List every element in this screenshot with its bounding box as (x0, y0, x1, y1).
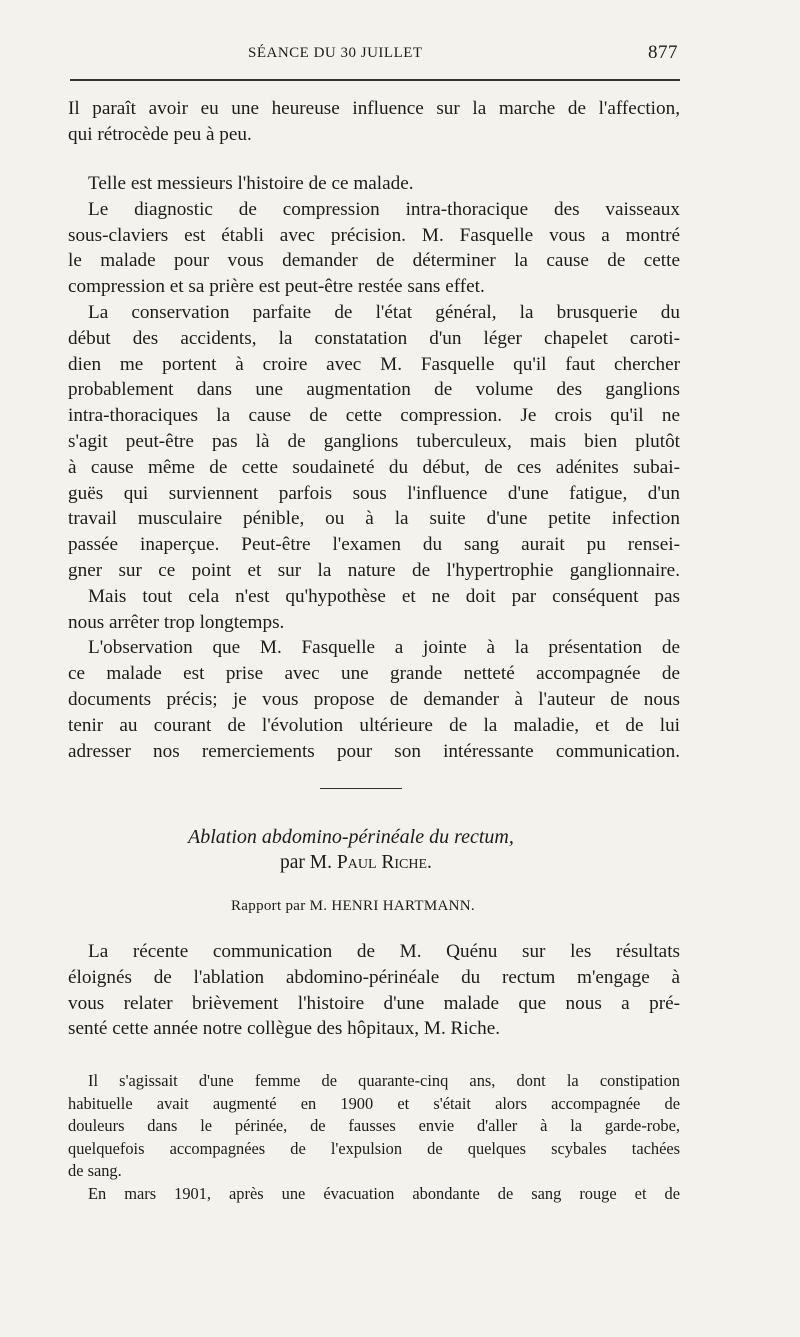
author-name: Paul Riche. (336, 852, 432, 873)
header-title: SÉANCE DU 30 JUILLET (248, 45, 423, 61)
text-line: senté cette année notre collègue des hôpitaux, M. Riche. (68, 1018, 501, 1040)
text-line: Le diagnostic de compression intra-thoracique des vaisseaux (88, 198, 680, 220)
text-line: sous-claviers est établi avec précision. M. Fasquelle vous a montré (68, 224, 680, 246)
text-line: guës qui surviennent parfois sous l'influence d'une fatigue, d'un (68, 482, 680, 504)
text-line: dien me portent à croire avec M. Fasquelle qu'il faut chercher (68, 353, 680, 375)
paragraph-report-intro (68, 939, 680, 1042)
text-line: probablement dans une augmentation de volume des ganglions (68, 379, 680, 401)
text-line: habituelle avait augmenté en 1900 et s'était alors accompagnée de (68, 1093, 680, 1113)
text-line: le malade pour vous demander de déterminer la cause de cette (68, 250, 680, 272)
header-rule (70, 79, 680, 81)
section-separator (320, 788, 402, 789)
text-line: ce malade est prise avec une grande netteté accompagnée de (68, 663, 680, 685)
text-line: de sang. (68, 1161, 122, 1181)
text-line: début des accidents, la constatation d'un léger chapelet caroti- (68, 327, 680, 349)
text-line: nous arrêter trop longtemps. (68, 611, 285, 633)
text-line: documents précis; je vous propose de demander à l'auteur de nous (68, 688, 680, 710)
paragraph-case (68, 1070, 680, 1206)
section-author (280, 852, 432, 874)
text-line: compression et sa prière est peut-être restée sans effet. (68, 276, 485, 298)
text-line: gner sur ce point et sur la nature de l'hypertrophie ganglionnaire. (68, 559, 680, 581)
text-line: s'agit peut-être pas là de ganglions tuberculeux, mais bien plutôt (68, 430, 680, 452)
paragraph-body (68, 171, 680, 764)
paragraph-intro (68, 96, 680, 148)
text-line: La conservation parfaite de l'état général, la brusquerie du (88, 301, 680, 323)
text-line: à cause même de cette soudaineté du début, de ces adénites subai- (68, 456, 680, 478)
text-line: Mais tout cela n'est qu'hypothèse et ne doit par conséquent pas (88, 585, 680, 607)
text-line: passée inaperçue. Peut-être l'examen du sang aurait pu rensei- (68, 534, 680, 556)
text-line: travail musculaire pénible, ou à la suite d'une petite infection (68, 508, 680, 530)
text-line: vous relater brièvement l'histoire d'une malade que nous a pré- (68, 992, 680, 1014)
text-line: Il paraît avoir eu une heureuse influence sur la marche de l'affection, (68, 98, 680, 119)
text-line: qui rétrocède peu à peu. (68, 123, 252, 145)
text-line: En mars 1901, après une évacuation abondante de sang rouge et de (88, 1183, 680, 1203)
report-line: Rapport par M. HENRI HARTMANN. (231, 898, 475, 914)
text-line: La récente communication de M. Quénu sur les résultats (88, 941, 680, 962)
page-number: 877 (648, 42, 678, 63)
text-line: quelquefois accompagnées de l'expulsion de quelques scybales tachées (68, 1138, 680, 1158)
author-prefix: par M. (280, 852, 332, 873)
text-line: douleurs dans le périnée, de fausses envie d'aller à la garde-robe, (68, 1116, 680, 1136)
text-line: Telle est messieurs l'histoire de ce malade. (88, 173, 414, 194)
running-header (68, 40, 680, 70)
text-line: Il s'agissait d'une femme de quarante-cinq ans, dont la constipation (88, 1071, 680, 1090)
text-line: adresser nos remerciements pour son intéressante communication. (68, 740, 680, 762)
text-line: tenir au courant de l'évolution ultérieure de la maladie, et de lui (68, 714, 680, 736)
text-line: L'observation que M. Fasquelle a jointe à la présentation de (88, 637, 680, 659)
text-line: intra-thoraciques la cause de cette compression. Je crois qu'il ne (68, 405, 680, 427)
section-title: Ablation abdomino-périnéale du rectum, (188, 826, 514, 848)
text-line: éloignés de l'ablation abdomino-périnéale du rectum m'engage à (68, 966, 680, 988)
